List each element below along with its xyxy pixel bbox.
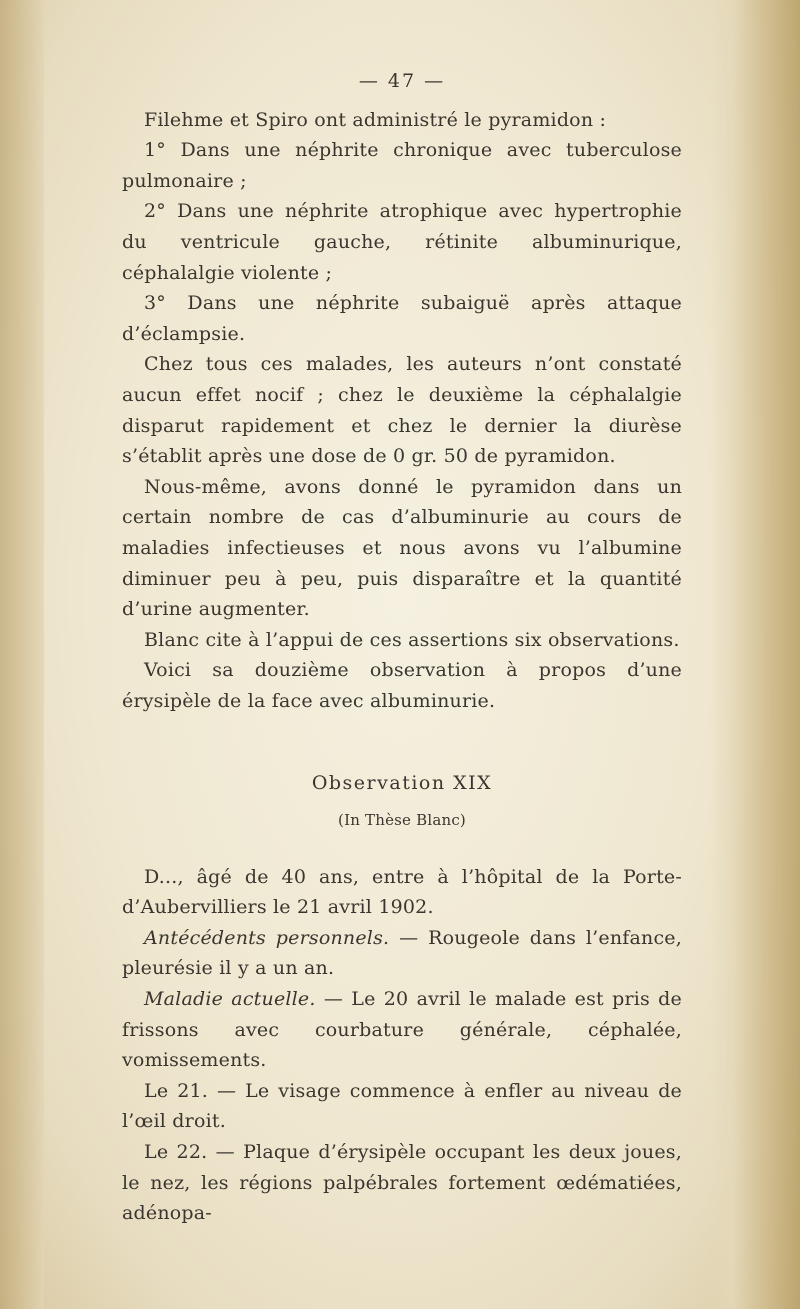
observation-title: Observation XIX <box>311 772 493 795</box>
paper-edge-left <box>0 0 44 1309</box>
paragraph-item-1: 1° Dans une néphrite chronique avec tuberculose pulmonaire ; <box>122 139 682 192</box>
paragraph-intro: Filehme et Spiro ont administré le pyramidon : <box>144 108 607 131</box>
maladie-text: — Le 20 avril le malade est pris de frissons avec courbature générale, céphalée, vomissements. <box>122 988 682 1072</box>
case-intro: D..., âgé de 40 ans, entre à l’hôpital de la Porte-d’Aubervilliers le 21 avril 1902. <box>122 865 682 919</box>
paragraph-findings: Chez tous ces malades, les auteurs n’ont constaté aucun effet nocif ; chez le deuxième la céphalalgie disparut rapidement et chez le dernier la diurèse s’établit après une dose de 0 gr. 50 de pyramidon. <box>122 353 682 468</box>
maladie-label: Maladie actuelle. <box>144 988 316 1011</box>
case-antecedents <box>122 923 682 984</box>
paragraph-blanc-cite: Blanc cite à l’appui de ces assertions six observations. <box>144 628 680 651</box>
observation-subtitle: (In Thèse Blanc) <box>338 811 466 830</box>
page-number: — 47 — <box>358 70 446 92</box>
paragraph-item-3: 3° Dans une néphrite subaiguë après attaque d’éclampsie. <box>122 292 682 345</box>
case-day-22: Le 22. — Plaque d’érysipèle occupant les deux joues, le nez, les régions palpébrales fortement œdématiées, adénopa- <box>122 1141 682 1225</box>
paper-edge-right <box>710 0 800 1309</box>
case-maladie <box>122 984 682 1076</box>
paragraph-item-2: 2° Dans une néphrite atrophique avec hypertrophie du ventricule gauche, rétinite albuminurique, céphalalgie violente ; <box>122 200 682 284</box>
page-text <box>122 66 682 1229</box>
antecedents-text: — Rougeole dans l’enfance, pleurésie il y a un an. <box>122 926 682 980</box>
paragraph-own-experience: Nous-même, avons donné le pyramidon dans un certain nombre de cas d’albuminurie au cours de maladies infectieuses et nous avons vu l’albumine diminuer peu à peu, puis disparaître et la quantité d’urine augmenter. <box>122 475 682 621</box>
antecedents-label: Antécédents personnels. <box>144 926 390 949</box>
case-day-21: Le 21. — Le visage commence à enfler au niveau de l’œil droit. <box>122 1079 682 1133</box>
paragraph-voici: Voici sa douzième observation à propos d’une érysipèle de la face avec albuminurie. <box>122 659 682 712</box>
